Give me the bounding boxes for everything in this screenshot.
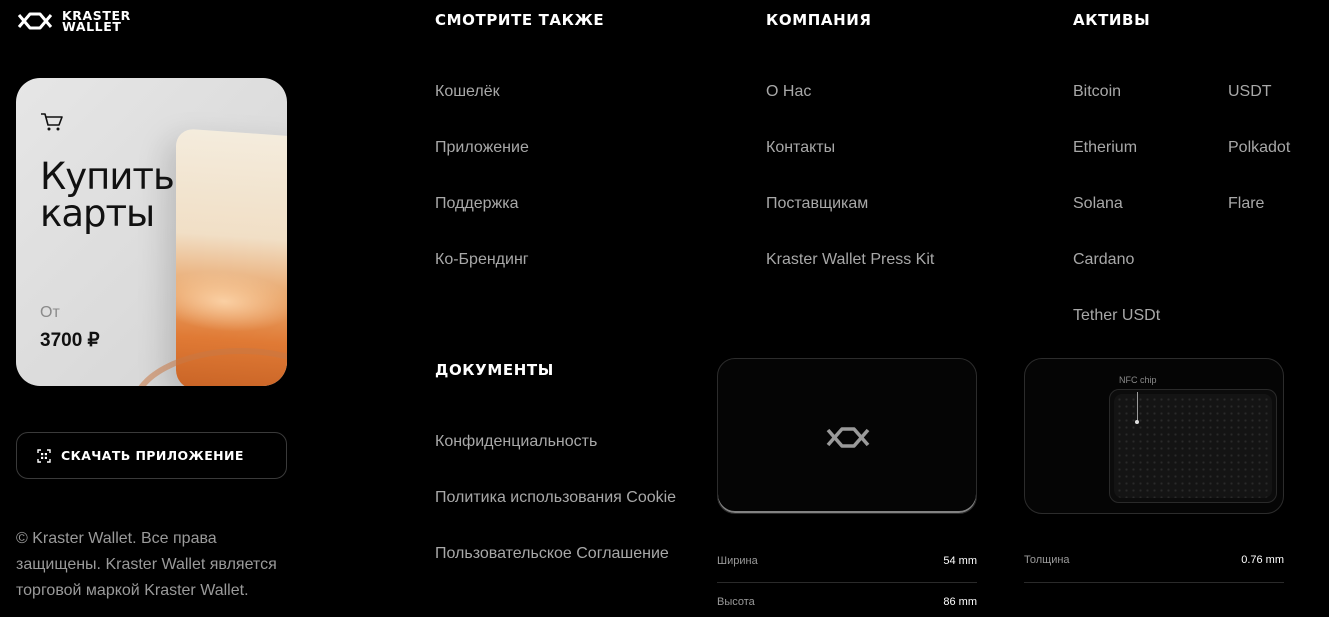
asset-link-flare[interactable]: Flare (1228, 195, 1265, 212)
spec-width-row (717, 555, 977, 577)
promo-title (40, 155, 174, 235)
qr-scan-icon (37, 449, 51, 463)
spec-height-row (717, 596, 977, 617)
ring-illustration (131, 348, 287, 386)
brand-logo[interactable] (16, 8, 156, 34)
card-logo-icon (824, 421, 872, 453)
promo-title-line-2: карты (40, 192, 155, 235)
link-press-kit[interactable]: Kraster Wallet Press Kit (766, 251, 935, 268)
link-co-branding[interactable]: Ко-Брендинг (435, 251, 529, 268)
brand-line-1: KRASTER (62, 8, 131, 23)
nfc-chip-area (1109, 389, 1277, 503)
link-about[interactable]: О Нас (766, 83, 812, 100)
link-app[interactable]: Приложение (435, 139, 529, 156)
spec-height-label: Высота (717, 596, 755, 608)
download-app-button[interactable] (16, 432, 287, 479)
spec-width-value: 54 mm (943, 555, 977, 567)
spec-height-value: 86 mm (943, 596, 977, 608)
promo-from-label: От (40, 304, 60, 321)
kraster-logo-icon (16, 8, 54, 34)
spec-divider (717, 582, 977, 583)
copyright-text: © Kraster Wallet. Все права защищены. Kraster Wallet является торговой маркой Kraster Wallet. (16, 530, 277, 599)
link-cookie-policy[interactable]: Политика использования Cookie (435, 489, 677, 506)
link-user-agreement[interactable]: Пользовательское Соглашение (435, 545, 669, 562)
spec-thickness-row (1024, 554, 1284, 576)
card-back-preview (1024, 358, 1284, 514)
company-title: КОМПАНИЯ (766, 11, 872, 29)
promo-price: 3700 ₽ (40, 330, 100, 351)
asset-link-etherium[interactable]: Etherium (1073, 139, 1138, 156)
brand-wordmark (62, 10, 131, 32)
documents-title: ДОКУМЕНТЫ (435, 361, 554, 379)
nfc-pointer-dot (1135, 420, 1139, 424)
spec-thickness-label: Толщина (1024, 554, 1070, 566)
asset-link-usdt[interactable]: USDT (1228, 83, 1272, 100)
asset-link-tether[interactable]: Tether USDt (1073, 307, 1161, 324)
promo-title-line-1: Купить (40, 155, 174, 198)
spec-divider (1024, 582, 1284, 583)
link-contacts[interactable]: Контакты (766, 139, 836, 156)
download-app-label: СКАЧАТЬ ПРИЛОЖЕНИЕ (61, 448, 244, 463)
cart-icon (40, 112, 64, 132)
asset-link-polkadot[interactable]: Polkadot (1228, 139, 1291, 156)
asset-link-cardano[interactable]: Cardano (1073, 251, 1135, 268)
spec-width-label: Ширина (717, 555, 758, 567)
nfc-chip-label: NFC chip (1119, 375, 1157, 385)
link-suppliers[interactable]: Поставщикам (766, 195, 869, 212)
spec-thickness-value: 0.76 mm (1241, 554, 1284, 566)
asset-link-bitcoin[interactable]: Bitcoin (1073, 83, 1122, 100)
assets-title: АКТИВЫ (1073, 11, 1151, 29)
brand-line-2: WALLET (62, 19, 122, 34)
asset-link-solana[interactable]: Solana (1073, 195, 1123, 212)
see-also-title: СМОТРИТЕ ТАКЖЕ (435, 11, 605, 29)
link-support[interactable]: Поддержка (435, 195, 519, 212)
link-privacy[interactable]: Конфиденциальность (435, 433, 598, 450)
buy-cards-promo[interactable] (16, 78, 287, 386)
nfc-pointer-line (1137, 392, 1138, 422)
card-front-preview (717, 358, 977, 514)
link-wallet[interactable]: Кошелёк (435, 83, 500, 100)
